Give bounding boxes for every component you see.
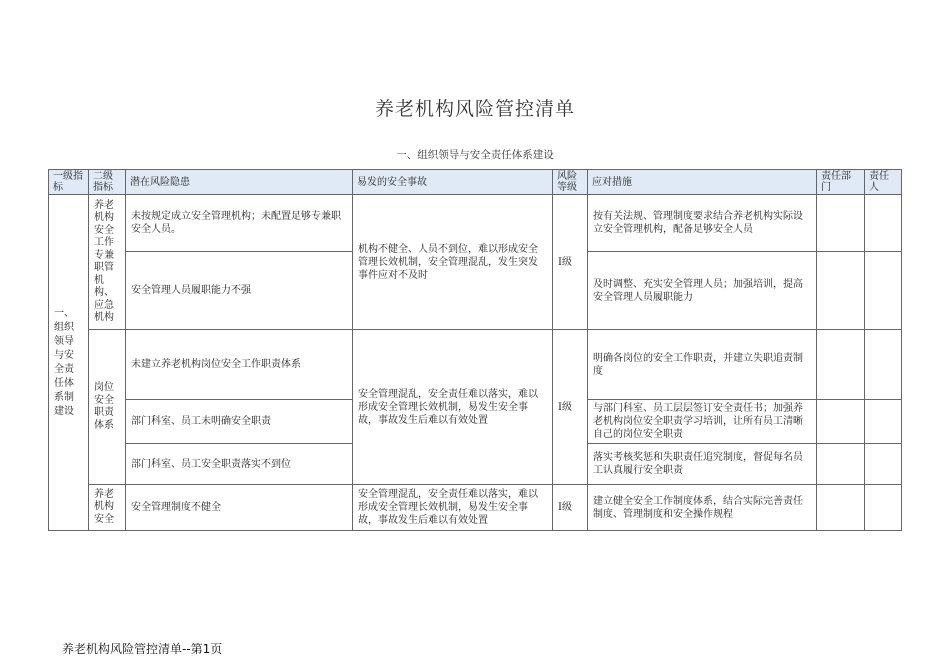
person-cell [865,195,902,252]
page-footer: 养老机构风险管控清单--第1页 [62,642,223,656]
level2-cell: 岗位安全职责体系 [89,330,126,485]
document-title: 养老机构风险管控清单 [374,98,575,120]
header-risk-level: 风险等级 [553,170,588,195]
measures-cell: 建立健全安全工作制度体系，结合实际完善责任制度、管理制度和安全操作规程 [588,485,817,531]
hazard-cell: 部门科室、员工未明确安全职责 [126,400,353,444]
measures-cell: 落实考核奖惩和失职责任追究制度，督促每名员工认真履行安全职责 [588,444,817,485]
table-row [49,330,902,400]
measures-cell: 与部门科室、员工层层签订安全责任书；加强养老机构岗位安全职责学习培训，让所有员工清晰自己的岗位安全职责 [588,400,817,444]
person-cell [865,444,902,485]
accident-cell: 机构不健全、人员不到位，难以形成安全管理长效机制，安全管理混乱，发生突发事件应对不及时 [353,195,553,330]
hazard-cell: 未按规定成立安全管理机构；未配置足够专兼职安全人员。 [126,195,353,252]
risk-level-cell: I级 [553,485,588,531]
accident-cell: 安全管理混乱，安全责任难以落实，难以形成安全管理长效机制，易发生安全事故，事故发生后难以有效处置 [353,485,553,531]
hazard-cell: 未建立养老机构岗位安全工作职责体系 [126,330,353,400]
dept-cell [817,330,865,400]
person-cell [865,485,902,531]
risk-level-cell: I级 [553,330,588,485]
hazard-cell: 安全管理制度不健全 [126,485,353,531]
person-cell [865,400,902,444]
header-dept: 责任部门 [817,170,865,195]
header-hazard: 潜在风险隐患 [126,170,353,195]
table-row [49,195,902,252]
table-header-row [49,170,902,195]
risk-level-cell: I级 [553,195,588,330]
accident-cell: 安全管理混乱，安全责任难以落实，难以形成安全管理长效机制，易发生安全事故，事故发生后难以有效处置 [353,330,553,485]
header-person: 责任人 [865,170,902,195]
table-row [49,485,902,531]
level1-cell: 一、组织领导与安全责任体系制建设 [49,195,89,531]
dept-cell [817,400,865,444]
dept-cell [817,195,865,252]
header-level1: 一级指标 [49,170,89,195]
hazard-cell: 部门科室、员工安全职责落实不到位 [126,444,353,485]
risk-control-table [48,169,902,531]
measures-cell: 按有关法规、管理制度要求结合养老机构实际设立安全管理机构，配备足够安全人员 [588,195,817,252]
person-cell [865,330,902,400]
header-measures: 应对措施 [588,170,817,195]
measures-cell: 及时调整、充实安全管理人员；加强培训，提高安全管理人员履职能力 [588,252,817,330]
measures-cell: 明确各岗位的安全工作职责，并建立失职追责制度 [588,330,817,400]
dept-cell [817,485,865,531]
dept-cell [817,252,865,330]
hazard-cell: 安全管理人员履职能力不强 [126,252,353,330]
header-level2: 二级指标 [89,170,126,195]
header-accident: 易发的安全事故 [353,170,553,195]
level2-cell: 养老机构安全工作专兼职管机构、应急机构 [89,195,126,330]
person-cell [865,252,902,330]
dept-cell [817,444,865,485]
level2-cell: 养老机构安全 [89,485,126,531]
section-subtitle: 一、组织领导与安全责任体系建设 [396,149,554,161]
